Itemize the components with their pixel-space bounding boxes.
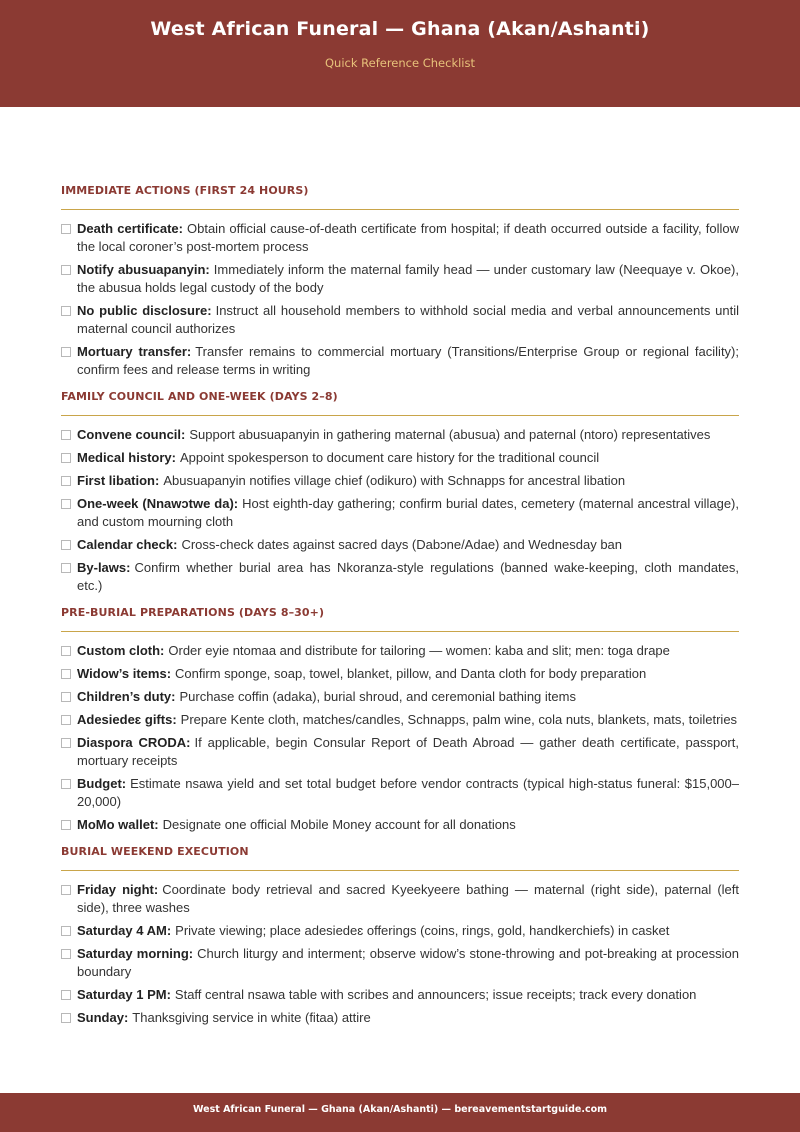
item-text: Instruct all household members to withhold social media and verbal announcements until maternal council authorizes [77,303,739,336]
item-text: Host eighth-day gathering; confirm burial dates, cemetery (maternal ancestral village), and custom mourning cloth [77,496,739,529]
checklist-item [61,945,739,981]
checklist-section [61,184,739,379]
page-header [0,0,800,107]
checklist-item [61,426,739,444]
checklist-item [61,922,739,940]
item-text: Designate one official Mobile Money account for all donations [162,817,516,832]
checklist-item [61,665,739,683]
item-label: Saturday morning: [77,946,194,961]
checkbox-icon[interactable] [61,347,71,357]
checkbox-icon[interactable] [61,453,71,463]
checkbox-icon[interactable] [61,779,71,789]
item-label: One-week (Nnawɔtwe da): [77,496,239,511]
item-text: Private viewing; place adesiedeɛ offerings (coins, rings, gold, handkerchiefs) in casket [175,923,670,938]
checklist-item [61,495,739,531]
section-title: BURIAL WEEKEND EXECUTION [61,845,739,871]
item-text: Purchase coffin (adaka), burial shroud, and ceremonial bathing items [179,689,576,704]
checkbox-icon[interactable] [61,885,71,895]
checkbox-icon[interactable] [61,1013,71,1023]
checklist-item [61,1009,739,1027]
checklist-item [61,642,739,660]
item-label: Death certificate: [77,221,183,236]
checklist-item [61,302,739,338]
checklist-item [61,559,739,595]
item-text: Transfer remains to commercial mortuary (Transitions/Enterprise Group or regional facility); confirm fees and release terms in writing [77,344,739,377]
item-label: Sunday: [77,1010,129,1025]
checklist-item [61,472,739,490]
item-text: Coordinate body retrieval and sacred Kyeekyeere bathing — maternal (right side), paternal (left side), three washes [77,882,739,915]
page-title: West African Funeral — Ghana (Akan/Ashanti) [150,18,650,40]
checkbox-icon[interactable] [61,715,71,725]
item-label: Children’s duty: [77,689,176,704]
checkbox-icon[interactable] [61,265,71,275]
item-label: Convene council: [77,427,186,442]
checkbox-icon[interactable] [61,646,71,656]
checklist-section [61,390,739,595]
item-text: Confirm whether burial area has Nkoranza-style regulations (banned wake-keeping, cloth mandates, etc.) [77,560,739,593]
item-label: Diaspora CRODA: [77,735,191,750]
checklist-section [61,845,739,1027]
item-text: Abusuapanyin notifies village chief (odikuro) with Schnapps for ancestral libation [163,473,626,488]
checkbox-icon[interactable] [61,669,71,679]
section-title: PRE-BURIAL PREPARATIONS (DAYS 8–30+) [61,606,739,632]
item-label: Saturday 1 PM: [77,987,171,1002]
item-text: Appoint spokesperson to document care history for the traditional council [179,450,600,465]
item-label: Mortuary transfer: [77,344,192,359]
item-text: Prepare Kente cloth, matches/candles, Schnapps, palm wine, cola nuts, blankets, mats, toiletries [180,712,738,727]
item-text: Thanksgiving service in white (fitaa) attire [132,1010,371,1025]
checkbox-icon[interactable] [61,499,71,509]
checkbox-icon[interactable] [61,476,71,486]
item-label: Notify abusuapanyin: [77,262,210,277]
item-text: Order eyie ntomaa and distribute for tailoring — women: kaba and slit; men: toga drape [168,643,670,658]
item-label: Saturday 4 AM: [77,923,172,938]
item-text: Staff central nsawa table with scribes and announcers; issue receipts; track every donation [174,987,697,1002]
item-text: If applicable, begin Consular Report of Death Abroad — gather death certificate, passport, mortuary receipts [77,735,739,768]
page-footer [0,1093,800,1132]
checkbox-icon[interactable] [61,224,71,234]
item-label: First libation: [77,473,160,488]
item-label: Adesiedeɛ gifts: [77,712,177,727]
checklist-item [61,816,739,834]
item-text: Cross-check dates against sacred days (Dabɔne/Adae) and Wednesday ban [181,537,623,552]
checkbox-icon[interactable] [61,692,71,702]
checklist-item [61,343,739,379]
item-text: Support abusuapanyin in gathering maternal (abusua) and paternal (ntoro) representatives [189,427,711,442]
checklist-item [61,261,739,297]
footer-text: West African Funeral — Ghana (Akan/Ashanti) — bereavementstartguide.com [192,1104,607,1115]
item-label: Medical history: [77,450,176,465]
checkbox-icon[interactable] [61,990,71,1000]
item-label: Calendar check: [77,537,178,552]
checkbox-icon[interactable] [61,738,71,748]
checklist-item [61,986,739,1004]
item-label: MoMo wallet: [77,817,159,832]
item-label: Widow’s items: [77,666,172,681]
checklist-item [61,688,739,706]
checklist-section [61,606,739,834]
checklist-item [61,734,739,770]
checkbox-icon[interactable] [61,430,71,440]
item-text: Church liturgy and interment; observe widow’s stone-throwing and pot-breaking at procession boundary [77,946,739,979]
item-text: Obtain official cause-of-death certificate from hospital; if death occurred outside a facility, follow the local coroner’s post-mortem process [77,221,739,254]
section-title: FAMILY COUNCIL AND ONE-WEEK (DAYS 2–8) [61,390,739,416]
item-label: By-laws: [77,560,131,575]
checkbox-icon[interactable] [61,949,71,959]
item-text: Estimate nsawa yield and set total budget before vendor contracts (typical high-status funeral: $15,000–20,000) [77,776,739,809]
item-text: Immediately inform the maternal family head — under customary law (Neequaye v. Okoe), the abusua holds legal custody of the body [77,262,739,295]
checklist-item [61,881,739,917]
item-label: Custom cloth: [77,643,165,658]
checklist-item [61,536,739,554]
item-label: No public disclosure: [77,303,212,318]
checklist-item [61,711,739,729]
checkbox-icon[interactable] [61,926,71,936]
checklist-item [61,220,739,256]
checklist-item [61,775,739,811]
checkbox-icon[interactable] [61,540,71,550]
item-label: Budget: [77,776,127,791]
checkbox-icon[interactable] [61,563,71,573]
checkbox-icon[interactable] [61,306,71,316]
item-label: Friday night: [77,882,159,897]
checklist-content [61,184,739,1038]
page-subtitle: Quick Reference Checklist [324,56,475,70]
item-text: Confirm sponge, soap, towel, blanket, pillow, and Danta cloth for body preparation [175,666,647,681]
checkbox-icon[interactable] [61,820,71,830]
checklist-item [61,449,739,467]
section-title: IMMEDIATE ACTIONS (FIRST 24 HOURS) [61,184,739,210]
